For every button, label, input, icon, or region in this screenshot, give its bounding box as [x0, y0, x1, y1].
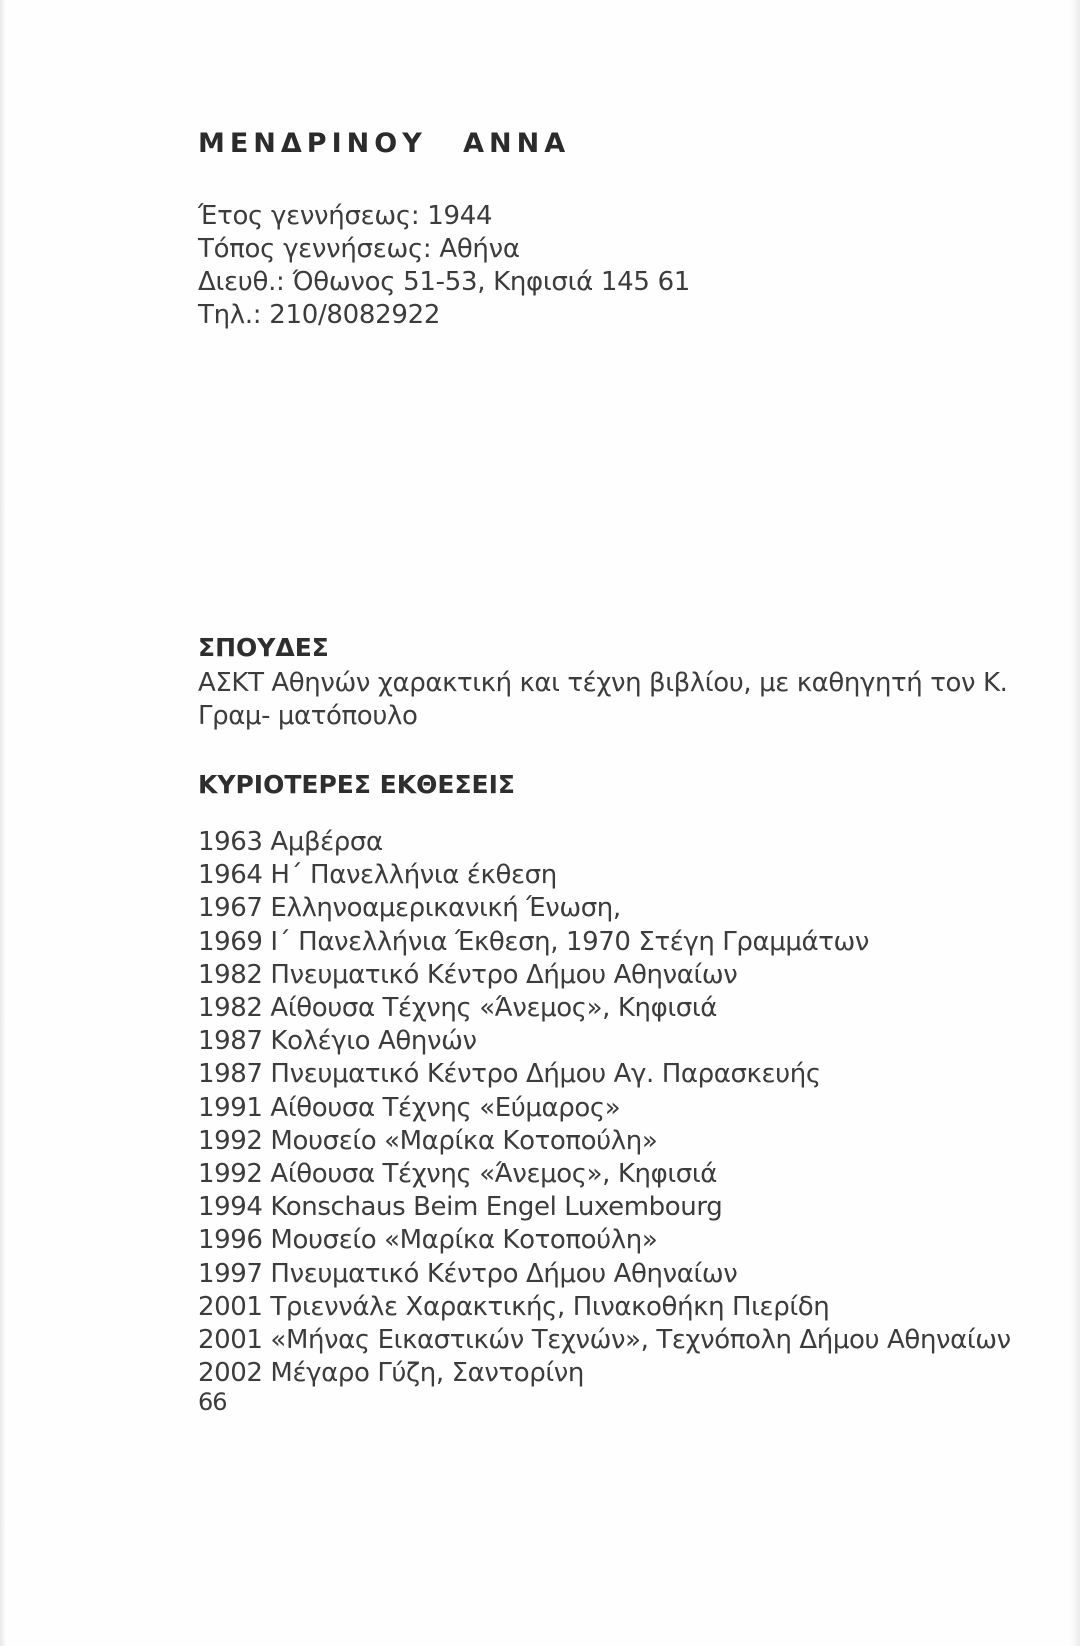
birth-place: Τόπος γεννήσεως: Αθήνα: [198, 234, 520, 264]
artist-info-block: [198, 200, 690, 332]
exhibition-item: 2002 Μέγαρο Γύζη, Σαντορίνη: [198, 1358, 584, 1389]
studies-text: ΑΣΚΤ Αθηνών χαρακτική και τέχνη βιβλίου, με καθηγητή τον Κ. Γραμ- ματόπουλο: [198, 668, 1008, 731]
exhibition-item: 1967 Ελληνοαμερικανική Ένωση,: [198, 893, 621, 924]
exhibition-item: 1992 Αίθουσα Τέχνης «Άνεμος», Κηφισιά: [198, 1159, 717, 1190]
exhibition-item: 1964 Η΄ Πανελλήνια έκθεση: [198, 860, 557, 891]
exhibition-item: 1982 Αίθουσα Τέχνης «Άνεμος», Κηφισιά: [198, 993, 717, 1024]
exhibition-item: 1987 Πνευματικό Κέντρο Δήμου Αγ. Παρασκευής: [198, 1059, 821, 1090]
studies-heading: ΣΠΟΥΔΕΣ: [198, 633, 329, 662]
exhibitions-list: [198, 826, 1011, 1390]
page-edge-right: [1070, 0, 1080, 1646]
birth-year: Έτος γεννήσεως: 1944: [198, 201, 493, 231]
exhibitions-heading: ΚΥΡΙΟΤΕΡΕΣ ΕΚΘΕΣΕΙΣ: [198, 770, 515, 799]
exhibition-item: 1996 Μουσείο «Μαρίκα Κοτοπούλη»: [198, 1225, 658, 1256]
exhibition-item: 1963 Αμβέρσα: [198, 827, 383, 857]
exhibition-item: 1992 Μουσείο «Μαρίκα Κοτοπούλη»: [198, 1125, 658, 1156]
address: Διευθ.: Όθωνος 51-53, Κηφισιά 145 61: [198, 267, 691, 297]
artist-name-title: ΜΕΝΔΡΙΝΟΥ ΑΝΝΑ: [198, 128, 571, 159]
page-number: 66: [198, 1388, 227, 1416]
exhibition-item: 2001 Τριεννάλε Χαρακτικής, Πινακοθήκη Πιερίδη: [198, 1291, 830, 1322]
exhibition-item: 1994 Konschaus Beim Engel Luxembourg: [198, 1192, 723, 1223]
page-edge-left: [0, 0, 6, 1646]
exhibition-item: 2001 «Μήνας Εικαστικών Τεχνών», Τεχνόπολη Δήμου Αθηναίων: [198, 1325, 1011, 1356]
exhibition-item: 1969 Ι΄ Πανελλήνια Έκθεση, 1970 Στέγη Γραμμάτων: [198, 926, 869, 957]
exhibition-item: 1991 Αίθουσα Τέχνης «Εύμαρος»: [198, 1092, 621, 1123]
exhibition-item: 1987 Κολέγιο Αθηνών: [198, 1026, 477, 1057]
phone: Τηλ.: 210/8082922: [198, 300, 441, 330]
exhibition-item: 1997 Πνευματικό Κέντρο Δήμου Αθηναίων: [198, 1258, 738, 1289]
exhibition-item: 1982 Πνευματικό Κέντρο Δήμου Αθηναίων: [198, 959, 738, 990]
